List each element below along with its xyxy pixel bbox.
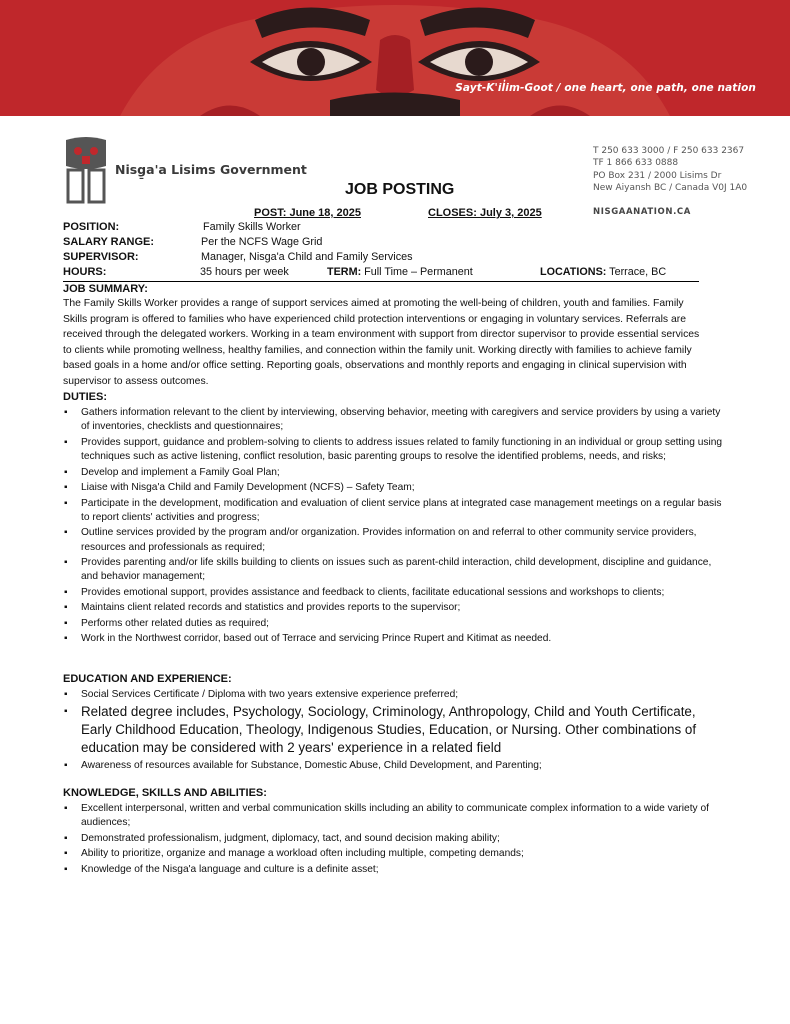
divider (63, 281, 699, 282)
salary-row (63, 236, 154, 248)
summary-text: The Family Skills Worker provides a range of support services aimed at promoting the well-being of children, youth and families. Family Skills program is offered to families who have experienced child protection interventions or engaging in voluntary services. Referrals are received through the delegated workers. Working in a team environment with support from director supervisor to provide essential services to clients while promoting wellness, healthy families, and connection within the family unit. Working directly with families to achieve family based goals in a home and/or office setting. Reporting goals, observations and monthly reports and engaging in clinical supervision with supervisor to assess outcomes. (63, 298, 700, 387)
position-row (63, 221, 119, 233)
list-item: ▪ Awareness of resources available for Substance, Domestic Abuse, Child Development, and Parenting; (63, 759, 723, 773)
contact-phone: T 250 633 3000 / F 250 633 2367 (593, 146, 745, 156)
hours-row (63, 266, 106, 278)
post-date: POST: June 18, 2025 (254, 207, 361, 219)
hours-value: 35 hours per week (200, 266, 289, 278)
list-item: ▪ Demonstrated professionalism, judgment, diplomacy, tact, and sound decision making ability; (63, 832, 723, 846)
list-item: ▪ Excellent interpersonal, written and verbal communication skills including an ability to communicate complex information to a wide variety of audiences; (63, 802, 723, 831)
list-item: ▪ Knowledge of the Nisga'a language and culture is a definite asset; (63, 863, 723, 877)
hours-label: HOURS: (63, 266, 107, 278)
org-name: Nisg̱a'a Lisims Government (115, 162, 307, 177)
duties-heading: DUTIES: (63, 391, 107, 403)
term-value: Full Time – Permanent (361, 266, 473, 278)
list-item: ▪ Ability to prioritize, organize and manage a workload often including multiple, competing demands; (63, 847, 723, 861)
website-link[interactable]: NISGAANATION.CA (593, 207, 691, 217)
contact-block (593, 145, 747, 194)
list-item: ▪ Work in the Northwest corridor, based out of Terrace and servicing Prince Rupert and Kitimat as needed. (63, 632, 723, 646)
page-title: JOB POSTING (345, 181, 455, 198)
list-item: ▪ Maintains client related records and statistics and provides reports to the supervisor; (63, 601, 723, 615)
formline-face-art (0, 0, 790, 116)
contact-tollfree: TF 1 866 633 0888 (593, 158, 679, 169)
duties-list (63, 406, 723, 648)
locations-value: Terrace, BC (606, 266, 667, 278)
term-field (327, 266, 473, 278)
salary-label: SALARY RANGE: (63, 236, 155, 248)
list-item: ▪ Performs other related duties as required; (63, 617, 723, 631)
summary-heading: JOB SUMMARY: (63, 283, 148, 295)
list-item: ▪ Provides parenting and/or life skills building to clients on issues such as parent-child interaction, child development, discipline and guidance, and behavior management; (63, 556, 723, 585)
contact-box: PO Box 231 / 2000 Lisims Dr (593, 170, 722, 181)
contact-city: New Aiyansh BC / Canada V0J 1A0 (593, 182, 748, 193)
list-item: ▪ Provides emotional support, provides assistance and feedback to clients, facilitate educational sessions and workshops to clients; (63, 586, 723, 600)
banner-tagline: Sayt-K'il̓im-Goot / one heart, one path, one nation (455, 82, 756, 94)
list-item: ▪ Related degree includes, Psychology, Sociology, Criminology, Anthropology, Child and Youth Certificate, Early Childhood Education, Theology, Indigenous Studies, Education, or Nursing. Other combinations of education may be considered with 2 years' experience in a related field (63, 703, 723, 757)
salary-value: Per the NCFS Wage Grid (201, 236, 323, 248)
supervisor-value: Manager, Nisga'a Child and Family Services (201, 251, 413, 263)
position-label: POSITION: (63, 221, 120, 233)
locations-field (540, 266, 666, 278)
list-item: ▪ Participate in the development, modification and evaluation of client service plans at integrated case management meetings on a regular basis to report clients' activities and progress; (63, 497, 723, 526)
header-banner (0, 0, 790, 116)
list-item: ▪ Provides support, guidance and problem-solving to clients to address issues related to family functioning in an individual or group setting using techniques such as active listening, conflict resolution, basic parenting groups to resolve the identified problems, needs, and risks; (63, 436, 723, 465)
position-value: Family Skills Worker (203, 221, 301, 233)
nisgaa-crest-logo (60, 136, 112, 206)
ksa-heading: KNOWLEDGE, SKILLS AND ABILITIES: (63, 787, 267, 799)
list-item: ▪ Liaise with Nisga'a Child and Family Development (NCFS) – Safety Team; (63, 481, 723, 495)
ksa-list (63, 802, 723, 878)
list-item: ▪ Social Services Certificate / Diploma with two years extensive experience preferred; (63, 688, 723, 702)
list-item: ▪ Develop and implement a Family Goal Plan; (63, 466, 723, 480)
closing-date: CLOSES: July 3, 2025 (428, 207, 542, 219)
education-heading: EDUCATION AND EXPERIENCE: (63, 673, 232, 685)
term-label: TERM: (327, 266, 362, 278)
supervisor-row (63, 251, 139, 263)
education-list (63, 688, 723, 774)
supervisor-label: SUPERVISOR: (63, 251, 139, 263)
list-item: ▪ Outline services provided by the program and/or organization. Provides information on and referral to other community service providers, resources and professionals as required; (63, 526, 723, 555)
list-item: ▪ Gathers information relevant to the client by interviewing, observing behavior, meeting with caregivers and service providers by using a variety of inventories, checklists and questionnaires; (63, 406, 723, 435)
locations-label: LOCATIONS: (540, 266, 607, 278)
